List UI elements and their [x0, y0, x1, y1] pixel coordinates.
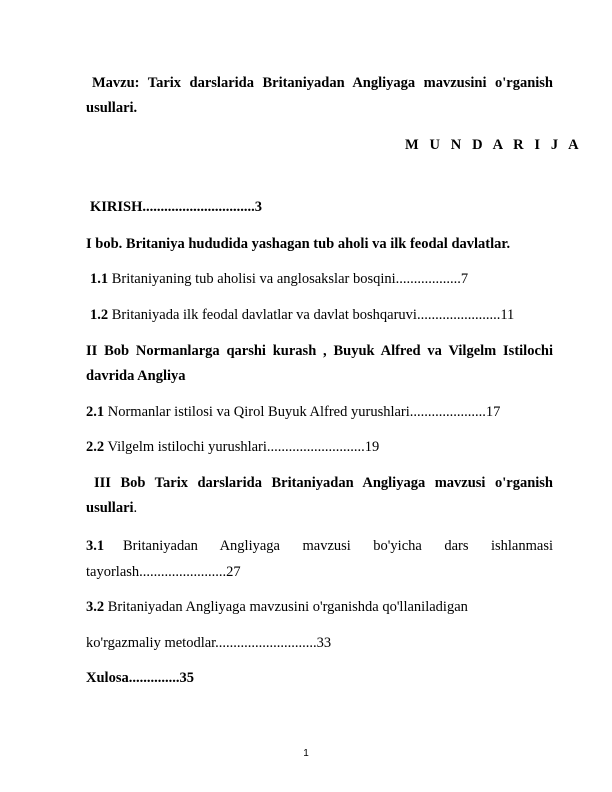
toc-chapter-2-title-line-1 — [86, 342, 553, 360]
page-number: 1 — [303, 748, 309, 759]
chapter-3-title-period: . — [133, 500, 138, 516]
section-text: Britaniyadan Angliyaga mavzusini o'rganishda qo'llaniladigan — [107, 599, 468, 615]
section-number: 2.2 — [86, 439, 105, 455]
section-text: Britaniyadan Angliyaga mavzusi bo'yicha dars ishlanmasi — [123, 538, 553, 554]
toc-section-1-1 — [86, 270, 557, 288]
toc-chapter-1-title: I bob. Britaniya hududida yashagan tub aholi va ilk feodal davlatlar. — [86, 236, 511, 252]
topic-line-1 — [86, 74, 553, 92]
toc-chapter-3-title-line-1 — [86, 474, 553, 492]
toc-intro: KIRISH...............................3 — [90, 199, 263, 215]
toc-section-3-1-line-2: tayorlash........................27 — [86, 564, 241, 580]
contents-title: M U N D A R I J A — [405, 137, 583, 153]
section-text: Britaniyaning tub aholisi va anglosakslar bosqini..................7 — [111, 271, 469, 287]
toc-section-3-2-line-1 — [86, 598, 553, 616]
toc-chapter-2-title-line-2: davrida Angliya — [86, 368, 186, 384]
toc-section-2-2 — [86, 438, 553, 456]
toc-section-2-1 — [86, 403, 553, 421]
toc-conclusion: Xulosa..............35 — [86, 670, 194, 686]
toc-section-1-2 — [86, 306, 557, 324]
section-number: 2.1 — [86, 404, 105, 420]
toc-section-3-1-line-1 — [86, 537, 553, 555]
section-number: 3.2 — [86, 599, 105, 615]
section-text: Vilgelm istilochi yurushlari...........................19 — [107, 439, 380, 455]
section-text: Britaniyada ilk feodal davlatlar va davlat boshqaruvi.......................11 — [111, 307, 515, 323]
chapter-3-title-text-2: usullari — [86, 500, 134, 516]
section-number: 1.2 — [90, 307, 109, 323]
topic-line-2 — [86, 99, 553, 117]
toc-section-3-2-line-2: ko'rgazmaliy metodlar............................33 — [86, 635, 332, 651]
section-number: 1.1 — [90, 271, 109, 287]
toc-chapter-3-title-line-2 — [86, 499, 553, 517]
chapter-2-title-text: II Bob Normanlarga qarshi kurash , Buyuk Alfred va Vilgelm Istilochi — [86, 343, 553, 359]
section-text: Normanlar istilosi va Qirol Buyuk Alfred yurushlari.....................17 — [107, 404, 501, 420]
section-number: 3.1 — [86, 538, 105, 554]
chapter-3-title-text: III Bob Tarix darslarida Britaniyadan Angliyaga mavzusi o'rganish — [94, 475, 553, 491]
topic-text-1: Mavzu: Tarix darslarida Britaniyadan Angliyaga mavzusini o'rganish — [92, 75, 553, 91]
topic-text-2: usullari. — [86, 100, 138, 116]
